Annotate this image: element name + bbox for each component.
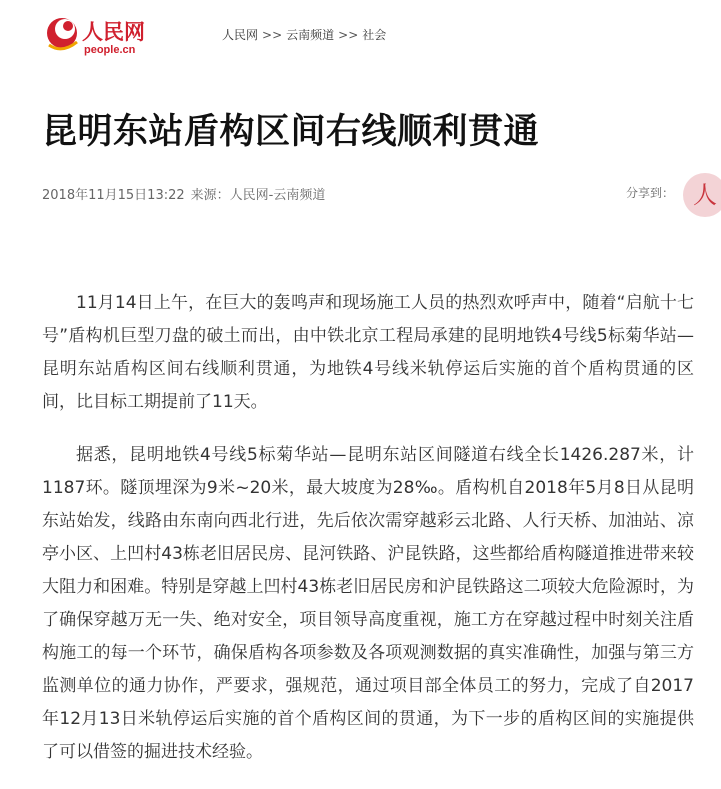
article-paragraph-2: 据悉，昆明地铁4号线5标菊华站—昆明东站区间隧道右线全长1426.287米，计1187环。隧顶埋深为9米~20米，最大坡度为28‰。盾构机自2018年5月8日从昆明东站始发，线路由东南向西北行进，先后依次需穿越彩云北路、人行天桥、加油站、凉亭小区、上凹村43栋老旧居民房、昆河铁路、沪昆铁路，这些都给盾构隧道推进带来较大阻力和困难。特别是穿越上凹村43栋老旧居民房和沪昆铁路这二项较大危险源时，为了确保穿越万无一失、绝对安全，项目领导高度重视，施工方在穿越过程中时刻关注盾构施工的每一个环节，确保盾构各项参数及各项观测数据的真实准确性，加强与第三方监测单位的通力协作，严要求，强规范，通过项目部全体员工的努力，完成了自2017年12月13日米轨停运后实施的首个盾构区间的贯通，为下一步的盾构区间的实施提供了可以借签的掘进技术经验。 xyxy=(42,445,694,762)
share-label: 分享到： xyxy=(626,186,675,200)
article-meta xyxy=(42,184,325,203)
share-icon[interactable]: 人 xyxy=(683,173,721,217)
breadcrumb-separator: >> xyxy=(262,28,283,42)
article-paragraph-1: 11月14日上午，在巨大的轰鸣声和现场施工人员的热烈欢呼声中，随着“启航十七号”盾构机巨型刀盘的破土而出，由中铁北京工程局承建的昆明地铁4号线5标菊华站—昆明东站盾构区间右线顺利贯通，为地铁4号线米轨停运后实施的首个盾构贯通的区间，比目标工期提前了11天。 xyxy=(42,293,694,412)
logo-en-text: people.cn xyxy=(84,44,136,56)
publish-datetime: 2018年11月15日13:22 xyxy=(42,188,185,203)
breadcrumb-item-section[interactable]: 社会 xyxy=(362,28,387,42)
logo-cn-text: 人民网 xyxy=(82,19,145,44)
people-logo-icon xyxy=(42,14,160,56)
article-title: 昆明东站盾构区间右线顺利贯通 xyxy=(42,112,540,152)
article-body xyxy=(42,287,694,789)
breadcrumb xyxy=(222,26,386,43)
breadcrumb-item-home[interactable]: 人民网 xyxy=(222,28,259,42)
breadcrumb-separator: >> xyxy=(338,28,359,42)
site-logo[interactable] xyxy=(42,14,160,56)
breadcrumb-item-channel[interactable]: 云南频道 xyxy=(286,28,335,42)
source-link[interactable]: 人民网-云南频道 xyxy=(229,188,326,203)
source-label: 来源： xyxy=(190,188,230,203)
